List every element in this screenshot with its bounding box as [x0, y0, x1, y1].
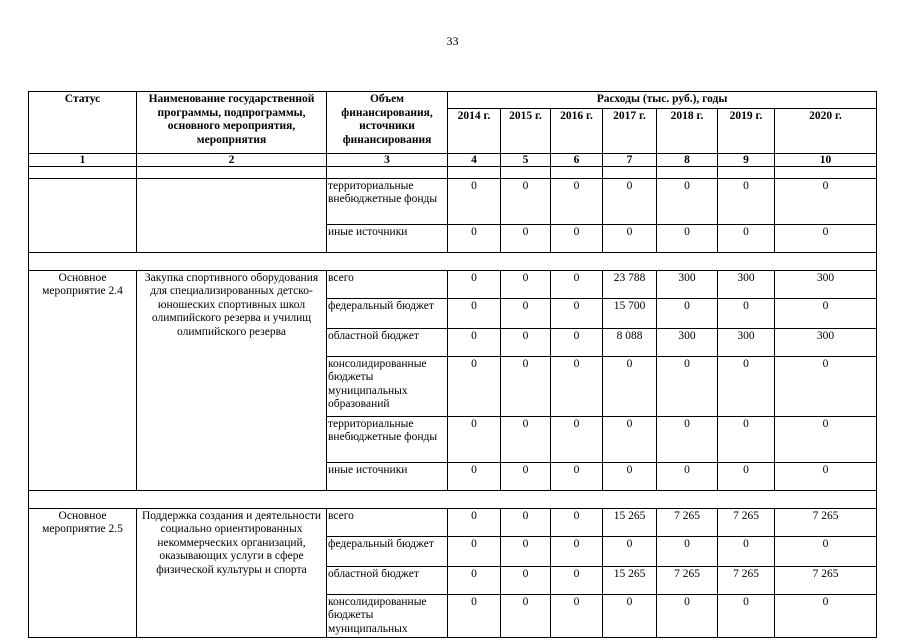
value-cell: 0	[718, 594, 775, 638]
value-cell: 0	[657, 462, 718, 490]
source-cell: иные источники	[327, 462, 448, 490]
value-cell: 15 700	[603, 298, 657, 328]
source-cell: территориальные внебюджетные фонды	[327, 416, 448, 462]
empty-cell	[501, 166, 551, 178]
source-cell: территориальные внебюджетные фонды	[327, 178, 448, 224]
value-cell: 15 265	[603, 566, 657, 594]
header-year: 2015 г.	[501, 108, 551, 153]
value-cell: 0	[501, 416, 551, 462]
value-cell: 0	[501, 356, 551, 416]
value-cell: 0	[718, 298, 775, 328]
status-cell: Основное мероприятие 2.4	[29, 270, 137, 490]
empty-cell	[603, 166, 657, 178]
header-year: 2020 г.	[775, 108, 877, 153]
value-cell: 0	[501, 270, 551, 298]
value-cell: 0	[551, 356, 603, 416]
empty-cell	[29, 166, 137, 178]
value-cell: 0	[775, 536, 877, 566]
value-cell: 0	[448, 328, 501, 356]
table-row	[29, 508, 877, 536]
value-cell: 7 265	[718, 566, 775, 594]
value-cell: 0	[448, 178, 501, 224]
value-cell: 0	[657, 224, 718, 252]
header-year: 2016 г.	[551, 108, 603, 153]
column-number: 4	[448, 153, 501, 166]
header-funding: Объем финансирования, источники финансирования	[327, 92, 448, 154]
source-cell: консолидированные бюджеты муниципальных образований	[327, 356, 448, 416]
value-cell: 8 088	[603, 328, 657, 356]
column-numbers-row	[29, 153, 877, 166]
header-expenses: Расходы (тыс. руб.), годы	[448, 92, 877, 109]
name-cell: Закупка спортивного оборудования для специализированных детско-юношеских спортивных школ олимпийского резерва и училищ олимпийского резерва	[137, 270, 327, 490]
empty-cell	[657, 166, 718, 178]
value-cell: 0	[551, 508, 603, 536]
header-row-top	[29, 92, 877, 109]
value-cell: 0	[775, 416, 877, 462]
value-cell: 0	[657, 594, 718, 638]
source-cell: иные источники	[327, 224, 448, 252]
value-cell: 0	[775, 594, 877, 638]
empty-cell	[448, 166, 501, 178]
value-cell: 0	[603, 416, 657, 462]
value-cell: 7 265	[718, 508, 775, 536]
value-cell: 7 265	[657, 566, 718, 594]
value-cell: 0	[551, 270, 603, 298]
value-cell: 0	[501, 536, 551, 566]
value-cell: 0	[551, 224, 603, 252]
value-cell: 0	[775, 178, 877, 224]
value-cell: 0	[551, 416, 603, 462]
gap-cell	[29, 252, 877, 270]
column-number: 1	[29, 153, 137, 166]
value-cell: 0	[775, 224, 877, 252]
value-cell: 0	[551, 328, 603, 356]
value-cell: 0	[501, 224, 551, 252]
value-cell: 7 265	[775, 508, 877, 536]
value-cell: 0	[551, 594, 603, 638]
column-number: 8	[657, 153, 718, 166]
table-row	[29, 178, 877, 224]
value-cell: 300	[775, 328, 877, 356]
value-cell: 0	[657, 416, 718, 462]
header-status: Статус	[29, 92, 137, 154]
column-number: 3	[327, 153, 448, 166]
status-cell	[29, 178, 137, 252]
source-cell: областной бюджет	[327, 328, 448, 356]
column-number: 2	[137, 153, 327, 166]
column-number: 7	[603, 153, 657, 166]
gap-row	[29, 490, 877, 508]
source-cell: консолидированные бюджеты муниципальных	[327, 594, 448, 638]
source-cell: всего	[327, 508, 448, 536]
value-cell: 0	[448, 224, 501, 252]
value-cell: 0	[603, 462, 657, 490]
value-cell: 0	[448, 594, 501, 638]
table-row	[29, 270, 877, 298]
source-cell: всего	[327, 270, 448, 298]
value-cell: 0	[718, 462, 775, 490]
name-cell	[137, 178, 327, 252]
value-cell: 0	[603, 178, 657, 224]
value-cell: 300	[775, 270, 877, 298]
value-cell: 0	[551, 178, 603, 224]
value-cell: 300	[657, 270, 718, 298]
name-cell: Поддержка создания и деятельности социально ориентированных некоммерческих организаций, оказывающих услуги в сфере физической культуры и спорта	[137, 508, 327, 638]
value-cell: 300	[718, 328, 775, 356]
header-year: 2014 г.	[448, 108, 501, 153]
value-cell: 0	[551, 536, 603, 566]
value-cell: 0	[603, 224, 657, 252]
page-number: 33	[446, 34, 459, 48]
value-cell: 0	[448, 508, 501, 536]
gap-cell	[29, 490, 877, 508]
budget-table	[28, 91, 877, 638]
empty-cell	[137, 166, 327, 178]
source-cell: федеральный бюджет	[327, 298, 448, 328]
value-cell: 0	[551, 298, 603, 328]
value-cell: 0	[501, 566, 551, 594]
value-cell: 0	[448, 536, 501, 566]
column-number: 6	[551, 153, 603, 166]
value-cell: 0	[501, 508, 551, 536]
value-cell: 300	[657, 328, 718, 356]
value-cell: 0	[718, 178, 775, 224]
value-cell: 0	[603, 356, 657, 416]
value-cell: 0	[551, 566, 603, 594]
spacer-row	[29, 166, 877, 178]
empty-cell	[327, 166, 448, 178]
value-cell: 0	[501, 462, 551, 490]
value-cell: 15 265	[603, 508, 657, 536]
value-cell: 0	[448, 356, 501, 416]
value-cell: 0	[448, 270, 501, 298]
value-cell: 0	[657, 536, 718, 566]
value-cell: 0	[657, 356, 718, 416]
value-cell: 300	[718, 270, 775, 298]
value-cell: 0	[603, 536, 657, 566]
value-cell: 7 265	[657, 508, 718, 536]
value-cell: 0	[501, 594, 551, 638]
value-cell: 23 788	[603, 270, 657, 298]
gap-row	[29, 252, 877, 270]
value-cell: 0	[551, 462, 603, 490]
source-cell: федеральный бюджет	[327, 536, 448, 566]
value-cell: 0	[448, 566, 501, 594]
value-cell: 0	[718, 416, 775, 462]
value-cell: 0	[657, 178, 718, 224]
header-year: 2019 г.	[718, 108, 775, 153]
column-number: 10	[775, 153, 877, 166]
value-cell: 0	[501, 328, 551, 356]
header-name: Наименование государственной программы, подпрограммы, основного мероприятия, мероприятия	[137, 92, 327, 154]
value-cell: 0	[657, 298, 718, 328]
empty-cell	[551, 166, 603, 178]
source-cell: областной бюджет	[327, 566, 448, 594]
value-cell: 0	[718, 224, 775, 252]
empty-cell	[775, 166, 877, 178]
status-cell: Основное мероприятие 2.5	[29, 508, 137, 638]
value-cell: 0	[775, 462, 877, 490]
value-cell: 0	[501, 178, 551, 224]
column-number: 5	[501, 153, 551, 166]
empty-cell	[718, 166, 775, 178]
value-cell: 0	[448, 416, 501, 462]
header-year: 2018 г.	[657, 108, 718, 153]
value-cell: 0	[775, 356, 877, 416]
value-cell: 0	[448, 298, 501, 328]
value-cell: 0	[603, 594, 657, 638]
value-cell: 0	[775, 298, 877, 328]
value-cell: 0	[448, 462, 501, 490]
column-number: 9	[718, 153, 775, 166]
header-year: 2017 г.	[603, 108, 657, 153]
value-cell: 0	[718, 356, 775, 416]
value-cell: 0	[718, 536, 775, 566]
value-cell: 0	[501, 298, 551, 328]
value-cell: 7 265	[775, 566, 877, 594]
